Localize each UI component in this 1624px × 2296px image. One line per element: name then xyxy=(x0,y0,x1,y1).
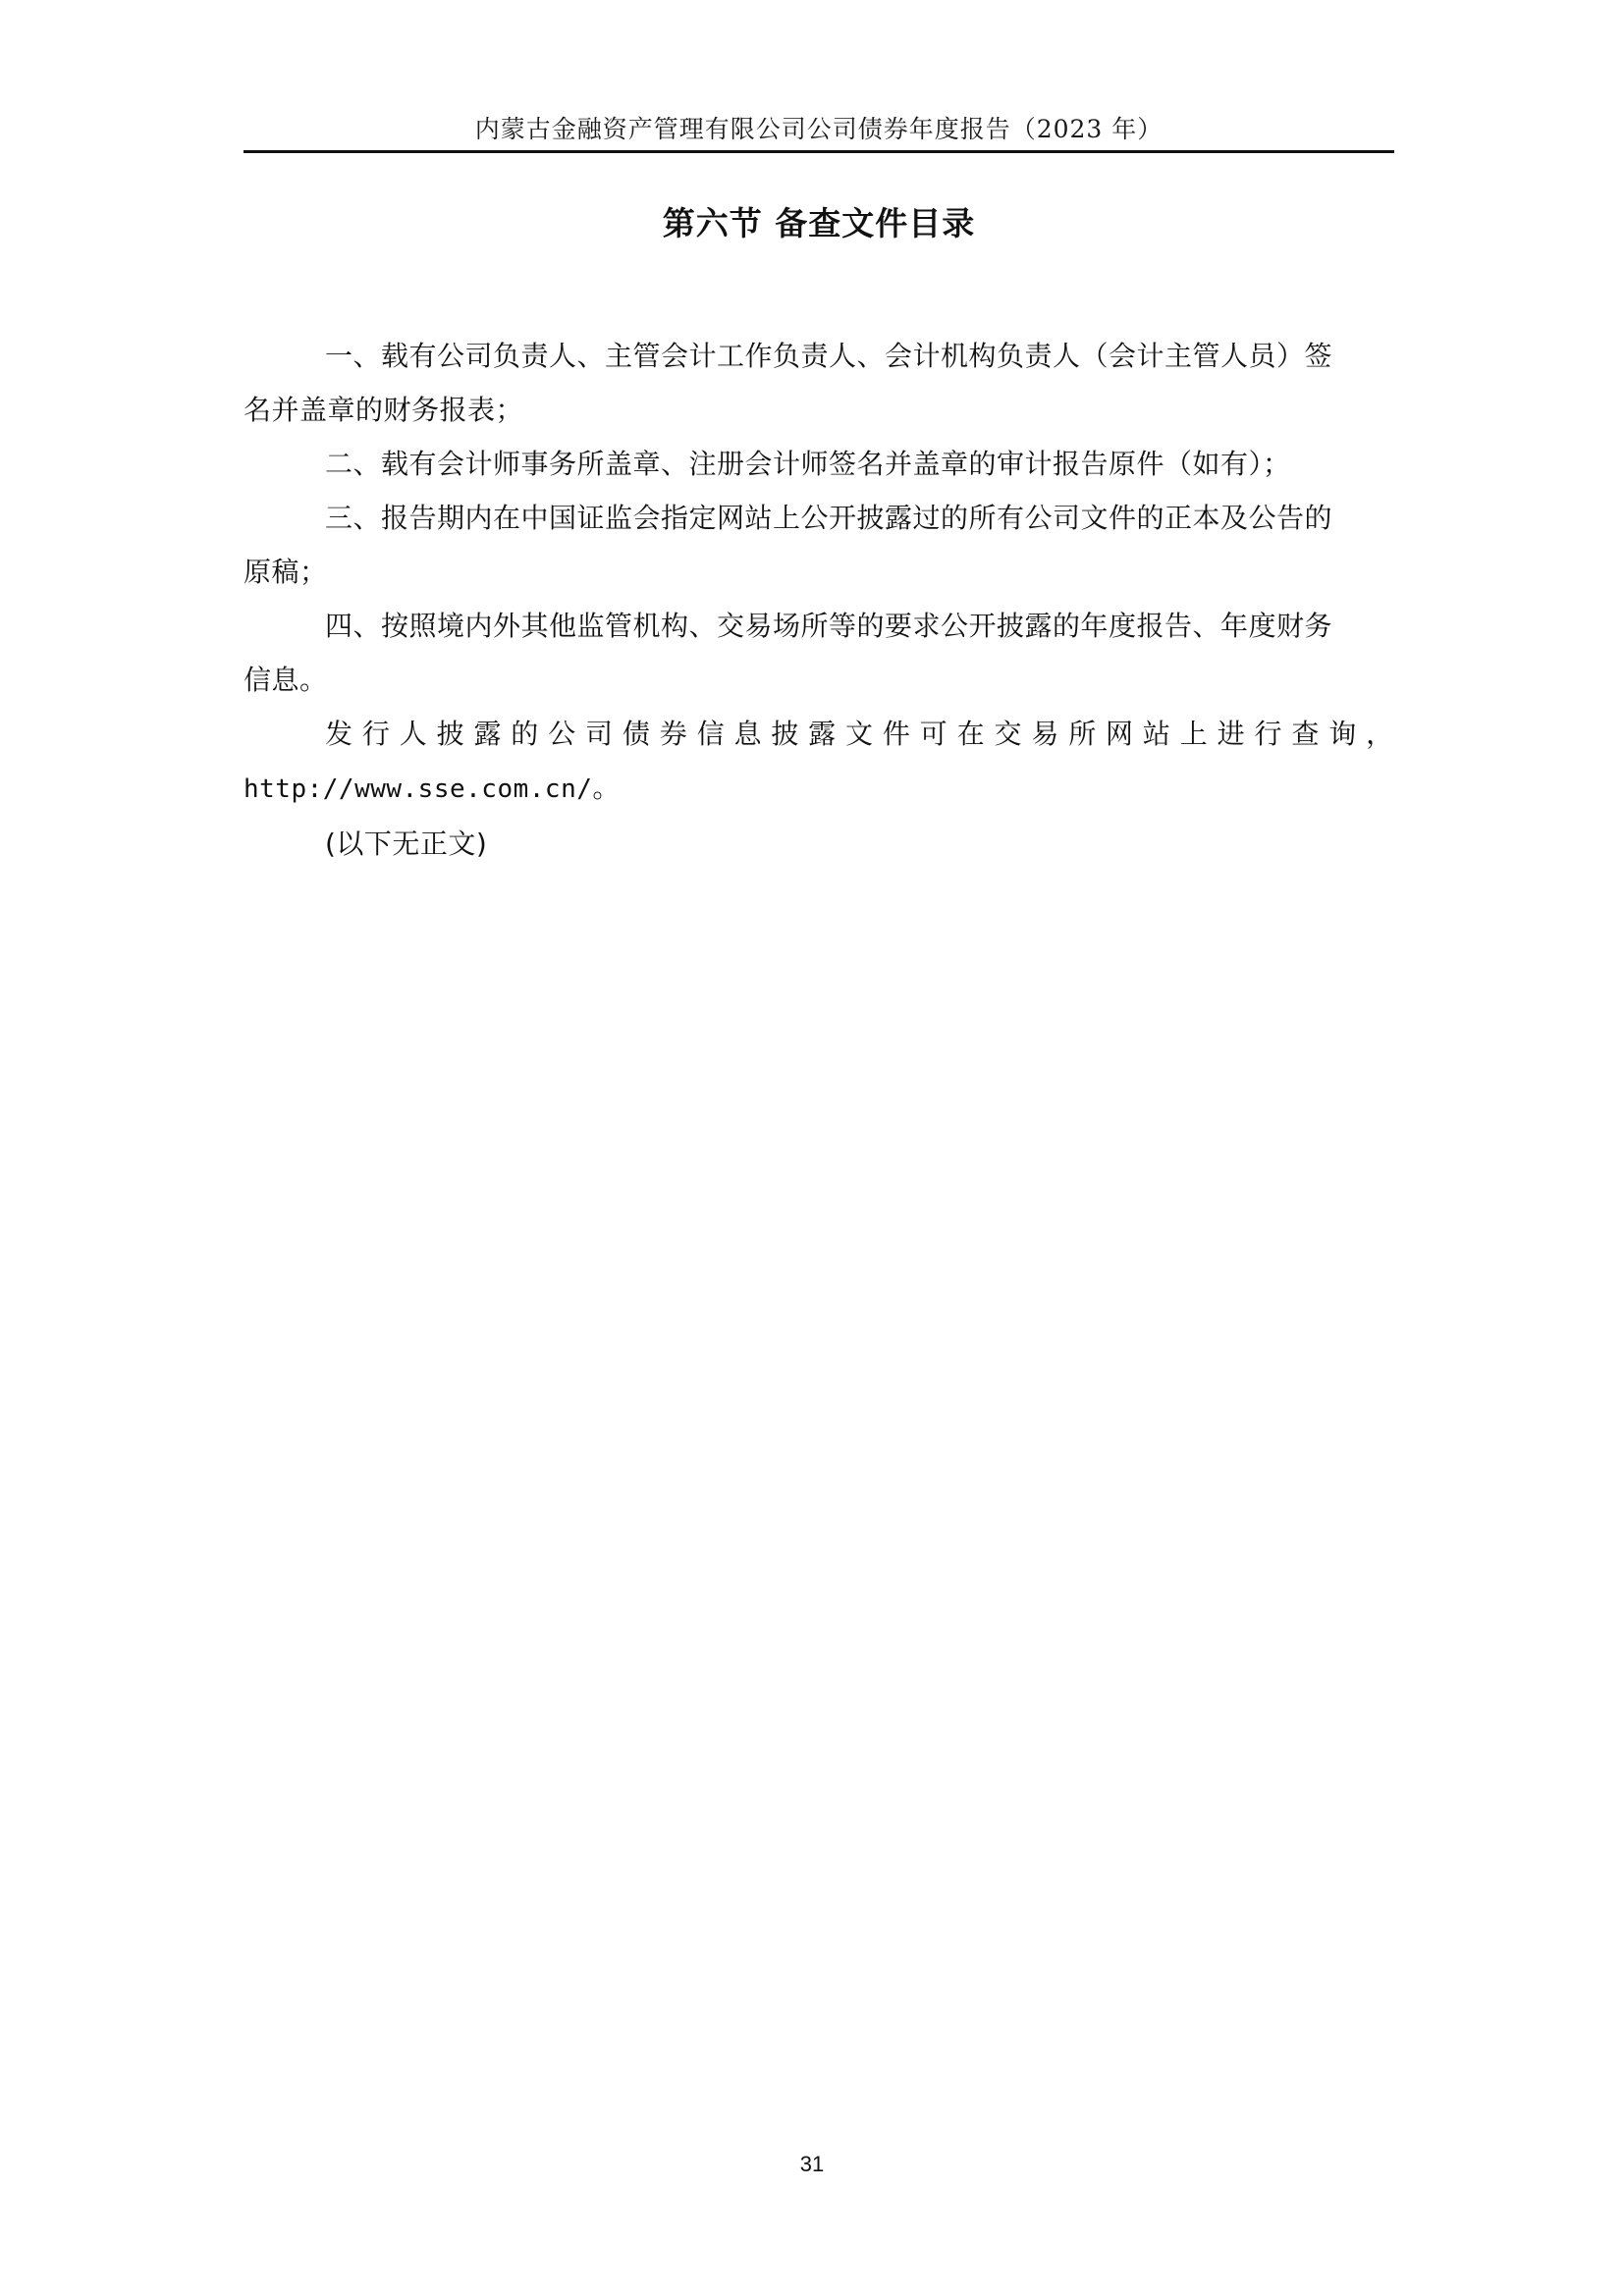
header-rule xyxy=(244,150,1394,153)
item-3-line-2: 原稿； xyxy=(244,556,328,588)
document-body xyxy=(244,329,1394,871)
disclosure-char: 所 xyxy=(1068,718,1097,750)
disclosure-char: 询 xyxy=(1328,718,1357,750)
disclosure-char: 交 xyxy=(994,718,1022,750)
page-number: 31 xyxy=(799,2152,825,2176)
disclosure-char: 进 xyxy=(1217,718,1246,750)
list-item xyxy=(244,329,1394,437)
disclosure-char: 查 xyxy=(1291,718,1320,750)
disclosure-line-2 xyxy=(244,761,1394,817)
disclosure-char: 人 xyxy=(399,718,428,750)
item-1-line-2: 名并盖章的财务报表； xyxy=(244,394,524,426)
disclosure-paragraph xyxy=(244,707,1394,817)
url-tail: 。 xyxy=(592,772,621,804)
disclosure-char: 息 xyxy=(733,718,762,750)
item-4-line-1: 四、按照境内外其他监管机构、交易场所等的要求公开披露的年度报告、年度财务 xyxy=(325,610,1333,642)
sse-url-link[interactable]: http://www.sse.com.cn/ xyxy=(244,774,593,804)
disclosure-char: 的 xyxy=(511,718,539,750)
disclosure-char: 行 xyxy=(361,718,391,750)
disclosure-char: 行 xyxy=(1254,718,1282,750)
item-3-line-1: 三、报告期内在中国证监会指定网站上公开披露过的所有公司文件的正本及公告的 xyxy=(325,502,1333,534)
item-2-line-1: 二、载有会计师事务所盖章、注册会计师签名并盖章的审计报告原件（如有）； xyxy=(325,448,1291,480)
closing-note xyxy=(244,817,1394,871)
disclosure-char: 信 xyxy=(696,718,726,750)
disclosure-char: ， xyxy=(1366,718,1394,750)
disclosure-char: 债 xyxy=(622,718,651,750)
list-item xyxy=(244,491,1394,599)
disclosure-char: 露 xyxy=(808,718,837,750)
disclosure-char: 司 xyxy=(585,718,614,750)
disclosure-char: 券 xyxy=(659,718,688,750)
disclosure-char: 站 xyxy=(1142,718,1171,750)
disclosure-char: 披 xyxy=(771,718,799,750)
disclosure-char: 发 xyxy=(325,718,353,750)
disclosure-char: 露 xyxy=(473,718,502,750)
list-item xyxy=(244,599,1394,707)
disclosure-char: 在 xyxy=(956,718,986,750)
running-header: 内蒙古金融资产管理有限公司公司债券年度报告（2023 年） xyxy=(474,115,1164,143)
disclosure-char: 件 xyxy=(882,718,911,750)
disclosure-char: 披 xyxy=(436,718,465,750)
disclosure-char: 上 xyxy=(1179,718,1209,750)
item-1-line-1: 一、载有公司负责人、主管会计工作负责人、会计机构负责人（会计主管人员）签 xyxy=(325,340,1333,372)
disclosure-char: 易 xyxy=(1031,718,1059,750)
disclosure-char: 可 xyxy=(919,718,948,750)
closing-text: (以下无正文) xyxy=(325,828,488,860)
disclosure-line-1 xyxy=(244,707,1394,761)
section-title: 第六节 备查文件目录 xyxy=(662,204,976,242)
disclosure-char: 公 xyxy=(548,718,576,750)
item-4-line-2: 信息。 xyxy=(244,664,328,696)
disclosure-char: 网 xyxy=(1106,718,1134,750)
list-item xyxy=(244,437,1394,491)
disclosure-char: 文 xyxy=(845,718,874,750)
